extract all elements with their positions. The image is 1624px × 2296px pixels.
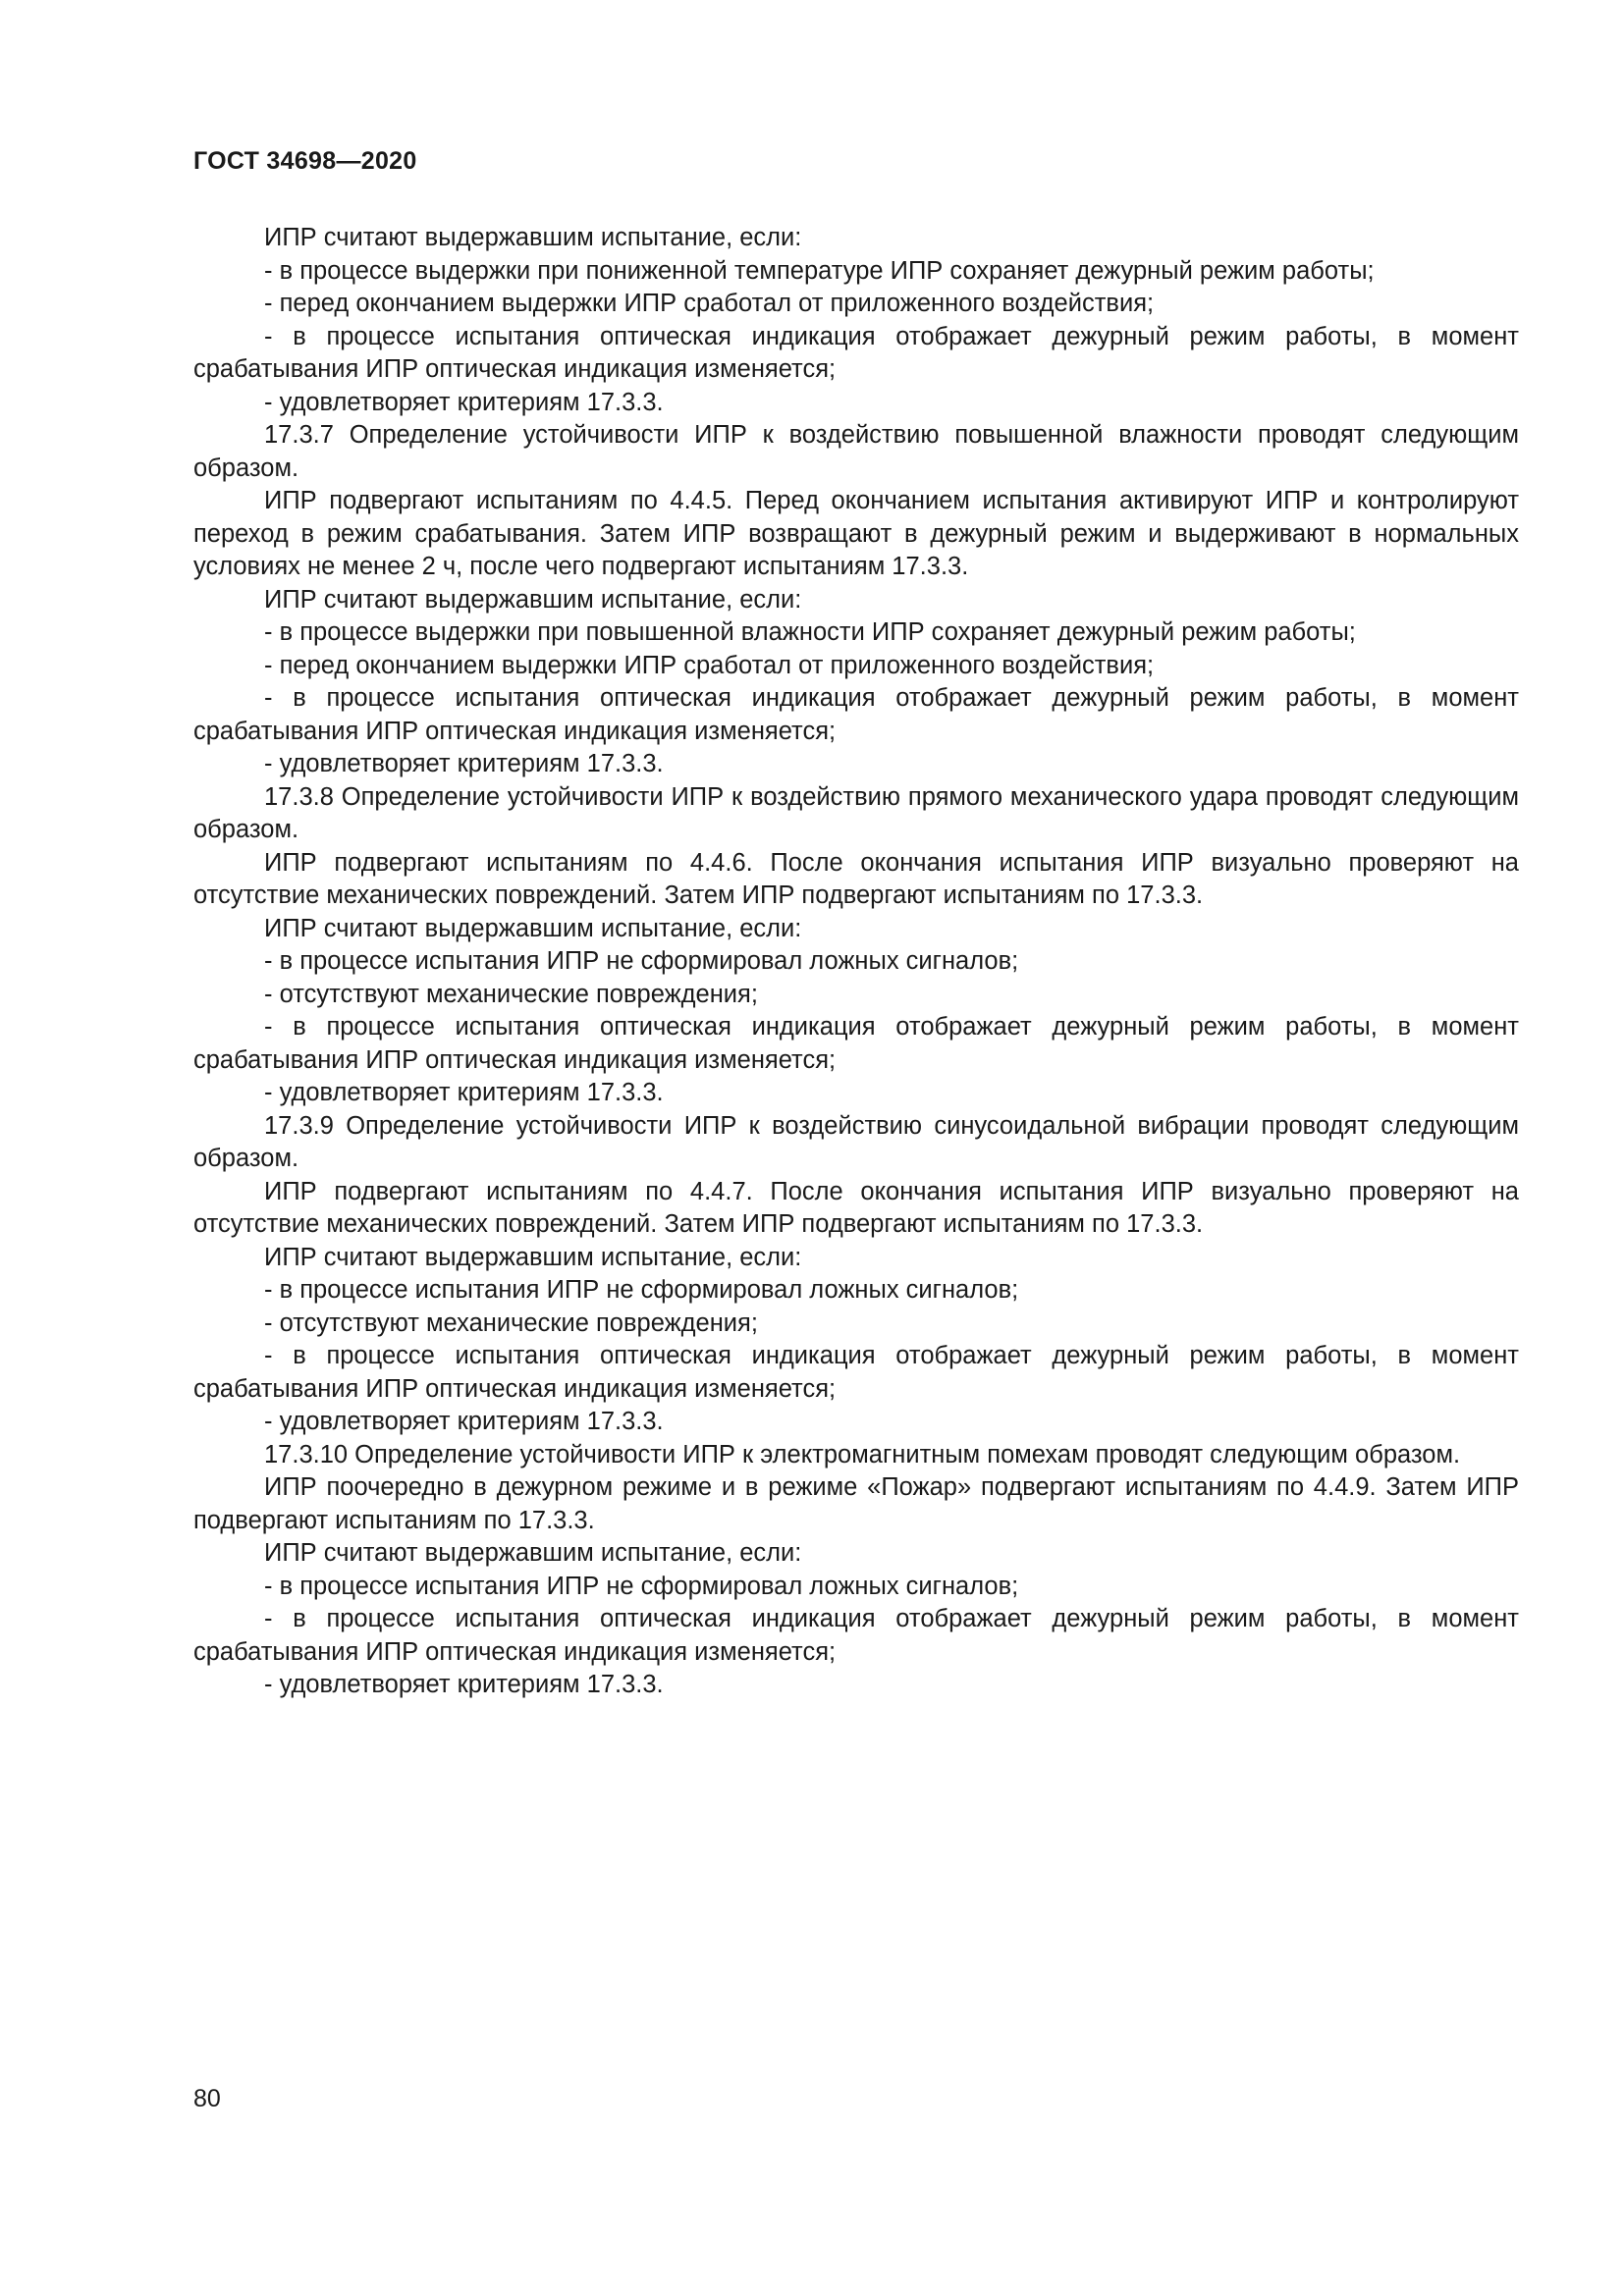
list-item: - удовлетворяет критериям 17.3.3. [264, 388, 664, 416]
list-item: - отсутствуют механические повреждения; [264, 1308, 758, 1337]
page-number: 80 [193, 2085, 221, 2112]
paragraph: ИПР подвергают испытаниям по 4.4.7. После окончания испытания ИПР визуально проверяют на отсутствие механических повреждений. Затем ИПР подвергают испытаниям по 17.3.3. [193, 1177, 1519, 1238]
list-item: - удовлетворяет критериям 17.3.3. [264, 1079, 664, 1106]
paragraph: ИПР подвергают испытаниям по 4.4.6. После окончания испытания ИПР визуально проверяют на отсутствие механических повреждений. Затем ИПР подвергают испытаниям по 17.3.3. [193, 848, 1519, 909]
list-item: - в процессе испытания оптическая индикация отображает дежурный режим работы, в момент срабатывания ИПР оптическая индикация изменяется; [193, 1605, 1519, 1666]
list-item: - в процессе испытания ИПР не сформировал ложных сигналов; [264, 1276, 1019, 1304]
list-item: - в процессе выдержки при пониженной температуре ИПР сохраняет дежурный режим работы; [264, 256, 1375, 285]
list-item: - в процессе испытания оптическая индикация отображает дежурный режим работы, в момент срабатывания ИПР оптическая индикация изменяется; [193, 1342, 1519, 1403]
list-item: - в процессе испытания оптическая индикация отображает дежурный режим работы, в момент срабатывания ИПР оптическая индикация изменяется; [193, 684, 1519, 745]
paragraph: ИПР считают выдержавшим испытание, если: [264, 914, 802, 942]
list-item: - удовлетворяет критериям 17.3.3. [264, 1408, 664, 1435]
paragraph: ИПР считают выдержавшим испытание, если: [264, 224, 802, 251]
list-item: - удовлетворяет критериям 17.3.3. [264, 750, 664, 777]
paragraph: ИПР считают выдержавшим испытание, если: [264, 1243, 802, 1271]
paragraph: ИПР поочередно в дежурном режиме и в режиме «Пожар» подвергают испытаниям по 4.4.9. Затем ИПР подвергают испытаниям по 17.3.3. [193, 1473, 1519, 1534]
list-item: - отсутствуют механические повреждения; [264, 980, 758, 1008]
paragraph: ИПР считают выдержавшим испытание, если: [264, 1539, 802, 1567]
section-paragraph-17-3-8: 17.3.8 Определение устойчивости ИПР к воздействию прямого механического удара проводят следующим образом. [193, 782, 1519, 843]
section-paragraph-17-3-10: 17.3.10 Определение устойчивости ИПР к электромагнитным помехам проводят следующим образом. [264, 1440, 1461, 1468]
list-item: - перед окончанием выдержки ИПР сработал от приложенного воздействия; [264, 290, 1155, 317]
list-item: - в процессе испытания ИПР не сформировал ложных сигналов; [264, 947, 1019, 975]
list-item: - удовлетворяет критериям 17.3.3. [264, 1671, 664, 1698]
paragraph: ИПР считают выдержавшим испытание, если: [264, 585, 802, 614]
section-paragraph-17-3-7: 17.3.7 Определение устойчивости ИПР к воздействию повышенной влажности проводят следующим образом. [193, 421, 1519, 482]
list-item: - перед окончанием выдержки ИПР сработал от приложенного воздействия; [264, 651, 1155, 679]
section-paragraph-17-3-9: 17.3.9 Определение устойчивости ИПР к воздействию синусоидальной вибрации проводят следующим образом. [193, 1111, 1519, 1172]
paragraph: ИПР подвергают испытаниям по 4.4.5. Перед окончанием испытания активируют ИПР и контролируют переход в режим срабатывания. Затем ИПР возвращают в дежурный режим и выдерживают в нормальных условиях не менее 2 ч, после чего подвергают испытаниям 17.3.3. [193, 487, 1519, 580]
document-header: ГОСТ 34698—2020 [193, 147, 417, 175]
document-body [193, 222, 1519, 1702]
list-item: - в процессе выдержки при повышенной влажности ИПР сохраняет дежурный режим работы; [264, 618, 1356, 646]
list-item: - в процессе испытания ИПР не сформировал ложных сигналов; [264, 1572, 1019, 1600]
list-item: - в процессе испытания оптическая индикация отображает дежурный режим работы, в момент срабатывания ИПР оптическая индикация изменяется; [193, 322, 1519, 383]
list-item: - в процессе испытания оптическая индикация отображает дежурный режим работы, в момент срабатывания ИПР оптическая индикация изменяется; [193, 1013, 1519, 1074]
